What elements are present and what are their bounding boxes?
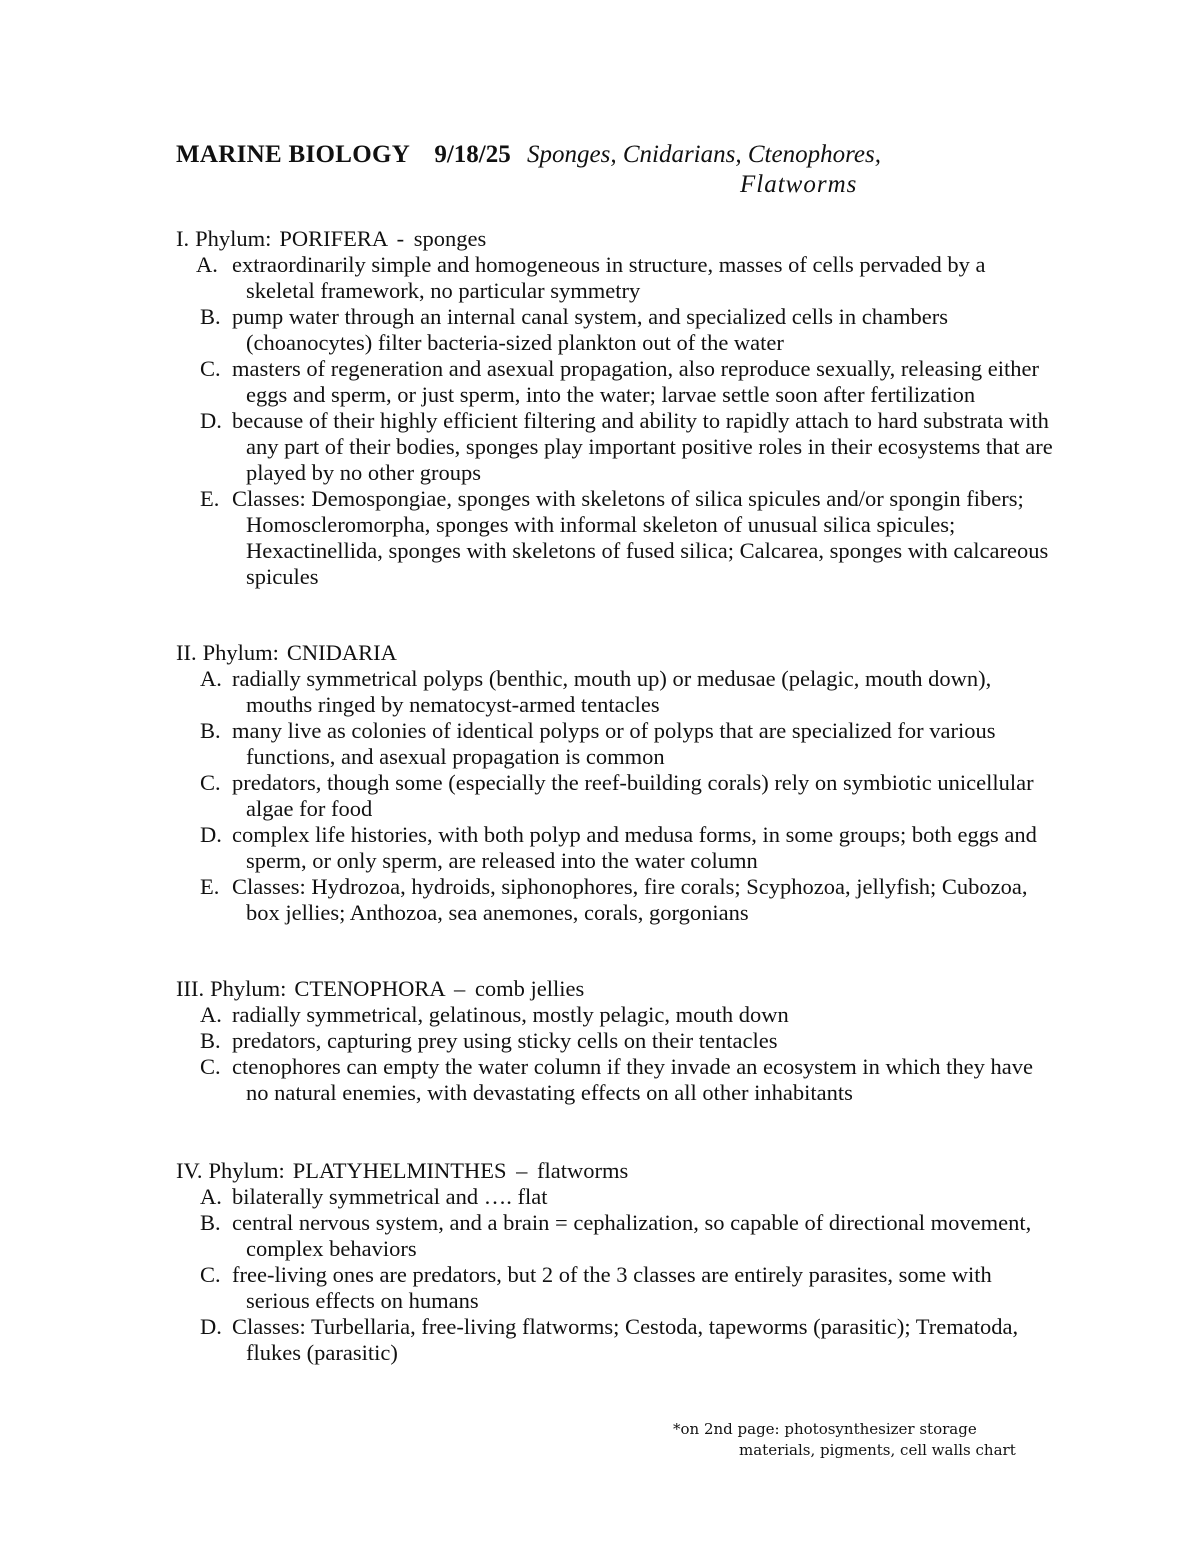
lecture-topic: Sponges, Cnidarians, Ctenophores, <box>527 141 881 168</box>
section-heading <box>176 640 1056 666</box>
outline-item <box>176 1054 1056 1106</box>
item-text: many live as colonies of identical polyps or of polyps that are specialized for various functions, and asexual propagation is common <box>232 718 996 769</box>
item-text: bilaterally symmetrical and …. flat <box>232 1184 548 1209</box>
outline-item <box>176 1028 1056 1054</box>
course-title: MARINE BIOLOGY <box>176 141 411 168</box>
outline-item <box>176 718 1056 770</box>
outline-item <box>176 874 1056 926</box>
outline-item <box>176 304 1056 356</box>
item-letter: C. <box>200 356 221 381</box>
item-letter: C. <box>200 1054 221 1079</box>
phylum-label: Phylum: <box>208 1158 285 1183</box>
item-letter: B. <box>200 718 221 743</box>
item-text: Classes: Hydrozoa, hydroids, siphonophores, fire corals; Scyphozoa, jellyfish; Cubozoa, box jellies; Anthozoa, sea anemones, corals, gorgonians <box>232 874 1028 925</box>
footnote <box>673 1419 1073 1461</box>
item-letter: D. <box>200 1314 222 1339</box>
section-platyhelminthes <box>176 1158 1056 1366</box>
header-line-1 <box>176 140 1076 170</box>
item-letter: D. <box>200 408 222 433</box>
phylum-name: PLATYHELMINTHES <box>292 1158 507 1183</box>
phylum-label: Phylum: <box>202 640 279 665</box>
outline-item <box>176 822 1056 874</box>
outline-list <box>176 666 1056 926</box>
outline-list <box>176 1184 1056 1366</box>
item-letter: A. <box>196 252 218 277</box>
item-letter: D. <box>200 822 222 847</box>
outline-item <box>176 1314 1056 1366</box>
heading-separator: - <box>396 226 405 251</box>
item-letter: A. <box>200 1184 222 1209</box>
phylum-name: CTENOPHORA <box>294 976 445 1001</box>
item-text: extraordinarily simple and homogeneous in structure, masses of cells pervaded by a skeletal framework, no particular symmetry <box>232 252 986 303</box>
phylum-label: Phylum: <box>195 226 272 251</box>
outline-item <box>176 770 1056 822</box>
section-numeral: III. <box>176 976 205 1001</box>
outline-item <box>176 1002 1056 1028</box>
outline-item <box>176 486 1056 590</box>
outline-list <box>176 1002 1056 1106</box>
item-letter: E. <box>200 486 220 511</box>
item-text: free-living ones are predators, but 2 of the 3 classes are entirely parasites, some with serious effects on humans <box>232 1262 992 1313</box>
item-text: because of their highly efficient filtering and ability to rapidly attach to hard substrata with any part of their bodies, sponges play important positive roles in their ecosystems that are played by no other groups <box>232 408 1053 485</box>
section-numeral: II. <box>176 640 197 665</box>
phylum-name: PORIFERA <box>279 226 387 251</box>
item-letter: E. <box>200 874 220 899</box>
item-letter: A. <box>200 1002 222 1027</box>
item-letter: A. <box>200 666 222 691</box>
section-numeral: I. <box>176 226 190 251</box>
item-letter: B. <box>200 1028 221 1053</box>
outline-item <box>176 1184 1056 1210</box>
footnote-line-1: *on 2nd page: photosynthesizer storage <box>673 1420 977 1438</box>
item-text: predators, capturing prey using sticky cells on their tentacles <box>232 1028 778 1053</box>
common-name: sponges <box>413 226 487 251</box>
item-text: Classes: Demospongiae, sponges with skeletons of silica spicules and/or spongin fibers; Homoscleromorpha, sponges with informal skeleton of unusual silica spicules; Hexactinellida, sponges with skeletons of fused silica; Calcarea, sponges with calcareous spicules <box>232 486 1049 589</box>
item-text: Classes: Turbellaria, free-living flatworms; Cestoda, tapeworms (parasitic); Trematoda, flukes (parasitic) <box>232 1314 1019 1365</box>
lecture-topic-continued: Flatworms <box>740 171 858 198</box>
item-text: pump water through an internal canal system, and specialized cells in chambers (choanocytes) filter bacteria-sized plankton out of the water <box>232 304 949 355</box>
outline-item <box>176 1262 1056 1314</box>
section-heading <box>176 1158 1056 1184</box>
common-name: flatworms <box>537 1158 629 1183</box>
section-numeral: IV. <box>176 1158 203 1183</box>
item-text: central nervous system, and a brain = cephalization, so capable of directional movement, complex behaviors <box>232 1210 1032 1261</box>
outline-list <box>176 252 1056 590</box>
outline-item <box>176 252 1056 304</box>
item-letter: C. <box>200 1262 221 1287</box>
item-letter: C. <box>200 770 221 795</box>
item-letter: B. <box>200 1210 221 1235</box>
item-letter: B. <box>200 304 221 329</box>
item-text: ctenophores can empty the water column if they invade an ecosystem in which they have no natural enemies, with devastating effects on all other inhabitants <box>232 1054 1033 1105</box>
item-text: predators, though some (especially the reef-building corals) rely on symbiotic unicellular algae for food <box>232 770 1034 821</box>
footnote-line-2: materials, pigments, cell walls chart <box>739 1441 1016 1459</box>
heading-separator: – <box>454 976 466 1001</box>
heading-separator: – <box>516 1158 528 1183</box>
document-header <box>176 140 1076 200</box>
outline-item <box>176 408 1056 486</box>
phylum-label: Phylum: <box>210 976 287 1001</box>
section-cnidaria <box>176 640 1056 926</box>
outline-item <box>176 1210 1056 1262</box>
section-ctenophora <box>176 976 1056 1106</box>
lecture-date: 9/18/25 <box>434 141 511 168</box>
item-text: complex life histories, with both polyp and medusa forms, in some groups; both eggs and sperm, or only sperm, are released into the water column <box>232 822 1037 873</box>
section-porifera <box>176 226 1056 590</box>
section-heading <box>176 976 1056 1002</box>
phylum-name: CNIDARIA <box>286 640 397 665</box>
outline-item <box>176 356 1056 408</box>
common-name: comb jellies <box>474 976 585 1001</box>
section-heading <box>176 226 1056 252</box>
item-text: masters of regeneration and asexual propagation, also reproduce sexually, releasing either eggs and sperm, or just sperm, into the water; larvae settle soon after fertilization <box>232 356 1039 407</box>
item-text: radially symmetrical polyps (benthic, mouth up) or medusae (pelagic, mouth down), mouths ringed by nematocyst-armed tentacles <box>232 666 992 717</box>
item-text: radially symmetrical, gelatinous, mostly pelagic, mouth down <box>232 1002 789 1027</box>
outline-item <box>176 666 1056 718</box>
